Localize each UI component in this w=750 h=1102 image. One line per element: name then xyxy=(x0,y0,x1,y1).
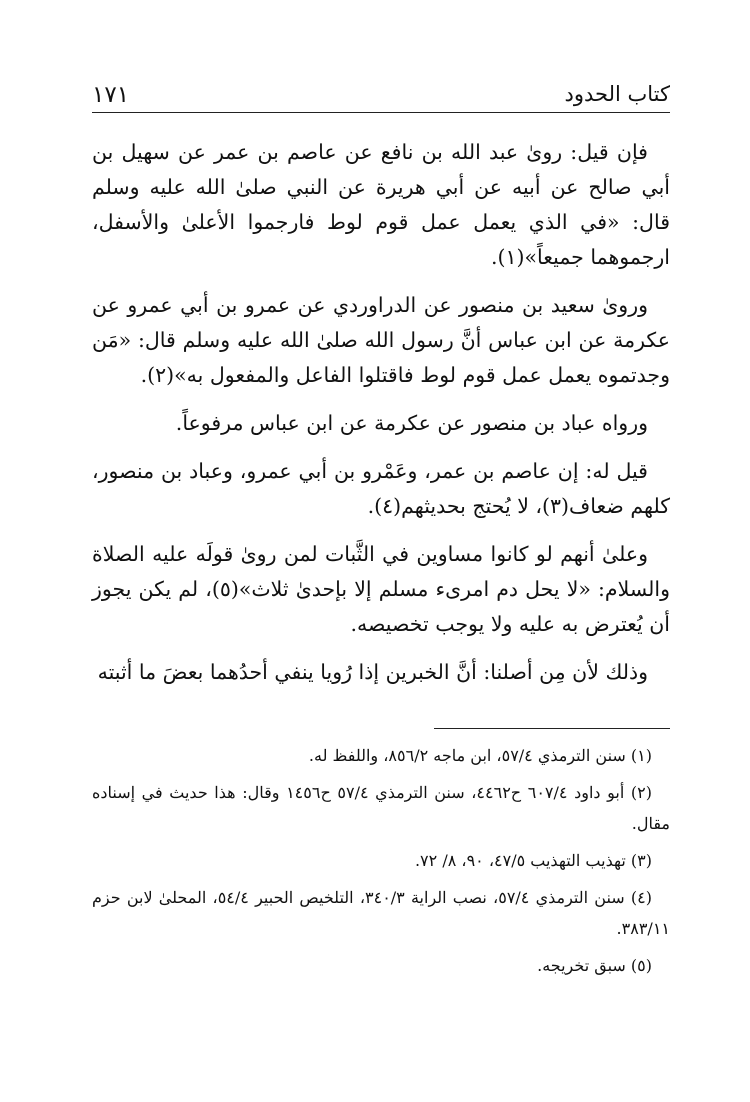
running-title: كتاب الحدود xyxy=(564,82,670,106)
footnotes xyxy=(92,740,670,987)
footnote: (٣) تهذيب التهذيب ٤٧/٥، ٩٠، ٨/ ٧٢. xyxy=(414,851,652,870)
main-text xyxy=(92,135,670,703)
page-header xyxy=(92,72,670,113)
paragraph: فإن قيل: روىٰ عبد الله بن نافع عن عاصم بن عمر عن سهيل بن أبي صالح عن أبيه عن أبي هريرة عن النبي صلىٰ الله عليه وسلم قال: «في الذي يعمل عمل قوم لوط فارجموا الأعلىٰ والأسفل، ارجموهما جميعاً»(١). xyxy=(92,140,670,269)
paragraph: وروىٰ سعيد بن منصور عن الدراوردي عن عمرو بن أبي عمرو عن عكرمة عن ابن عباس أنَّ رسول الله صلىٰ الله عليه وسلم قال: «مَن وجدتموه يعمل عمل قوم لوط فاقتلوا الفاعل والمفعول به»(٢). xyxy=(92,293,670,387)
footnote: (٥) سبق تخريجه. xyxy=(537,956,652,975)
footnote-separator xyxy=(434,728,670,729)
footnote: (٤) سنن الترمذي ٥٧/٤، نصب الراية ٣٤٠/٣، التلخيص الحبير ٥٤/٤، المحلىٰ لابن حزم ٣٨٣/١١. xyxy=(92,888,670,938)
paragraph: قيل له: إن عاصم بن عمر، وعَمْرو بن أبي عمرو، وعباد بن منصور، كلهم ضعاف(٣)، لا يُحتج بحديثهم(٤). xyxy=(92,459,670,518)
footnote: (٢) أبو داود ٦٠٧/٤ ح٤٤٦٢، سنن الترمذي ٥٧/٤ ح١٤٥٦ وقال: هذا حديث في إسناده مقال. xyxy=(92,783,670,833)
page-number: ١٧١ xyxy=(92,82,130,108)
footnote: (١) سنن الترمذي ٥٧/٤، ابن ماجه ٨٥٦/٢، واللفظ له. xyxy=(308,746,652,765)
paragraph: وذلك لأن مِن أصلنا: أنَّ الخبرين إذا رُويا ينفي أحدُهما بعضَ ما أثبته xyxy=(97,660,648,684)
paragraph: ورواه عباد بن منصور عن عكرمة عن ابن عباس مرفوعاً. xyxy=(175,411,648,435)
paragraph: وعلىٰ أنهم لو كانوا مساوين في الثَّبات لمن روىٰ قولَه عليه الصلاة والسلام: «لا يحل دم امرىء مسلم إلا بإحدىٰ ثلاث»(٥)، لم يكن يجوز أن يُعترض به عليه ولا يوجب تخصيصه. xyxy=(92,542,670,636)
